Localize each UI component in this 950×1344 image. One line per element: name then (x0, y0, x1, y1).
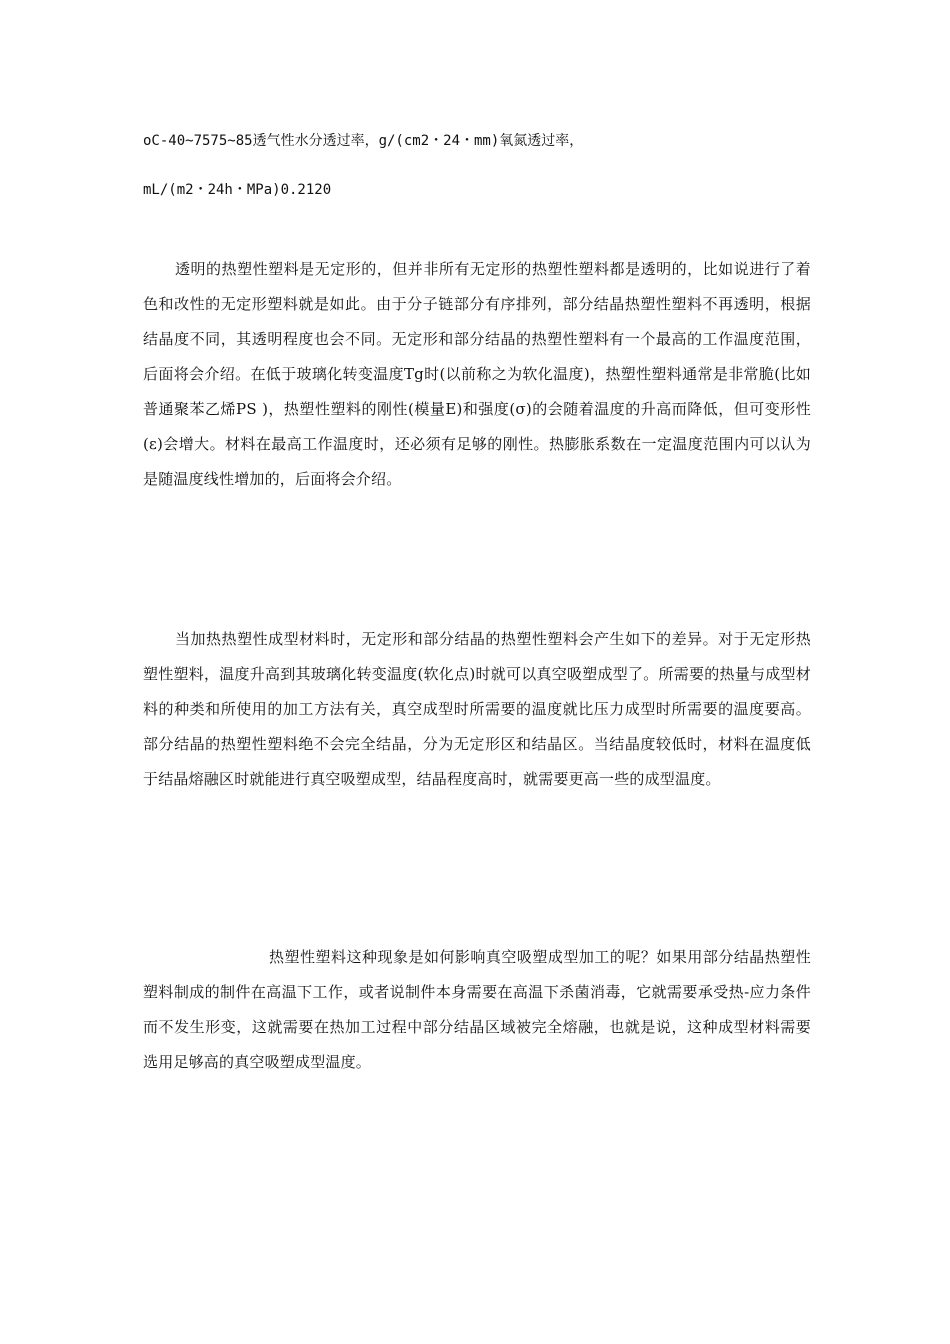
paragraph-heating-differences: 当加热热塑性成型材料时，无定形和部分结晶的热塑性塑料会产生如下的差异。对于无定形热塑性塑料，温度升高到其玻璃化转变温度(软化点)时就可以真空吸塑成型了。所需要的热量与成型材料的种类和所使用的加工方法有关，真空成型时所需要的温度就比压力成型时所需要的温度要高。部分结晶的热塑性塑料绝不会完全结晶，分为无定形区和结晶区。当结晶度较低时，材料在温度低于结晶熔融区时就能进行真空吸塑成型，结晶程度高时，就需要更高一些的成型温度。 (143, 630, 811, 788)
paragraph-forming-temperature: 热塑性塑料这种现象是如何影响真空吸塑成型加工的呢？如果用部分结晶热塑性塑料制成的制件在高温下工作，或者说制件本身需要在高温下杀菌消毒，它就需要承受热-应力条件而不发生形变，这就需要在热加工过程中部分结晶区域被完全熔融，也就是说，这种成型材料需要选用足够高的真空吸塑成型温度。 (143, 948, 811, 1071)
spec-line-oxygen-nitrogen: mL/(m2・24h・MPa)0.2120 (143, 182, 332, 198)
paragraph-transparency: 透明的热塑性塑料是无定形的，但并非所有无定形的热塑性塑料都是透明的，比如说进行了着色和改性的无定形塑料就是如此。由于分子链部分有序排列，部分结晶热塑性塑料不再透明，根据结晶度不同，其透明程度也会不同。无定形和部分结晶的热塑性塑料有一个最高的工作温度范围，后面将会介绍。在低于玻璃化转变温度Tg时(以前称之为软化温度)，热塑性塑料通常是非常脆(比如普通聚苯乙烯PS )，热塑性塑料的刚性(模量E)和强度(σ)的会随着温度的升高而降低，但可变形性(ε)会增大。材料在最高工作温度时，还必须有足够的刚性。热膨胀系数在一定温度范围内可以认为是随温度线性增加的，后面将会介绍。 (143, 260, 811, 488)
spec-line-permeability: oC-40~7575~85透气性水分透过率，g/(cm2・24・mm)氧氮透过率， (143, 133, 584, 149)
